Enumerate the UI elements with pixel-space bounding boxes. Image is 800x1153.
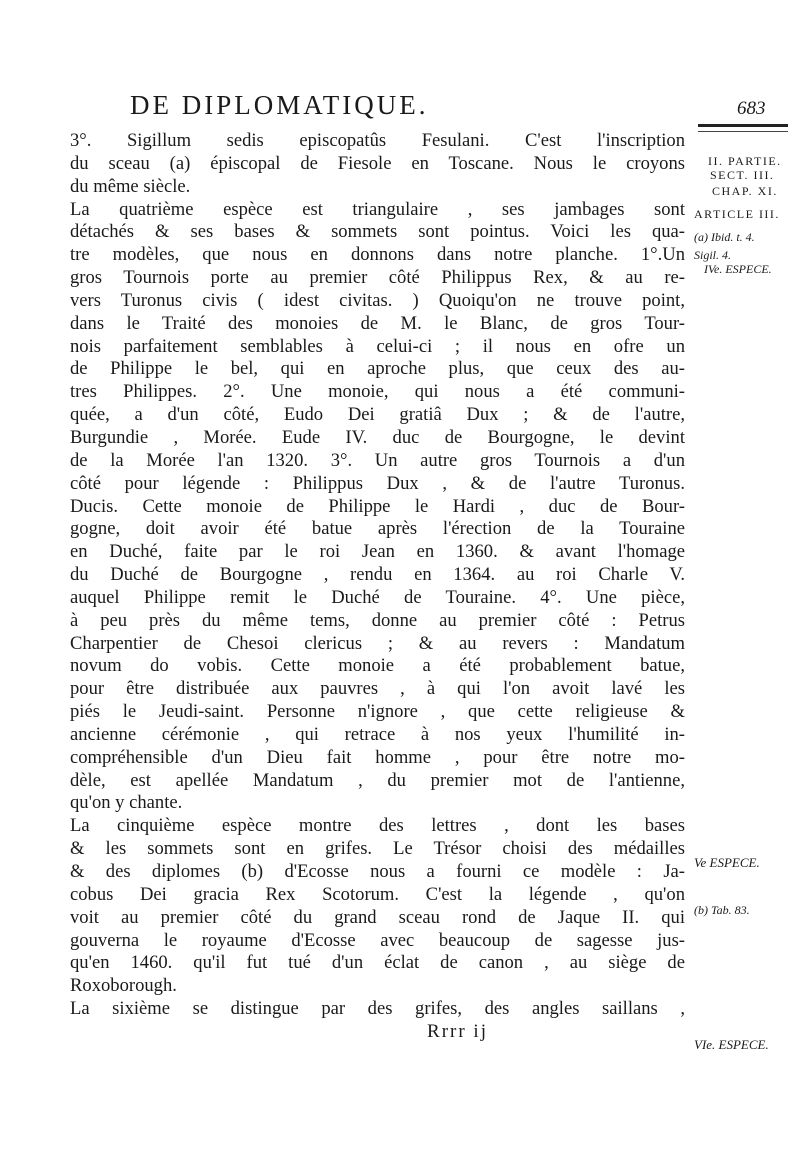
margin-article: ARTICLE III. xyxy=(694,207,780,221)
text-line: 3°. Sigillum sedis episcopatûs Fesulani. C'est l'inscription xyxy=(70,130,685,151)
text-line: dans le Traité des monoies de M. le Blanc, de gros Tour- xyxy=(70,312,685,334)
margin-rule-thin xyxy=(698,131,788,132)
signature-mark: Rrrr ij xyxy=(427,1020,488,1042)
text-line: nois parfaitement semblables à celui-ci ; il nous en ofre un xyxy=(70,335,685,357)
margin-sigil: Sigil. 4. xyxy=(694,248,732,262)
text-line: voit au premier côté du grand sceau rond de Jaque II. qui xyxy=(70,906,685,928)
text-line: dèle, est apellée Mandatum , du premier mot de l'antienne, xyxy=(70,769,685,791)
text-line: gros Tournois porte au premier côté Philippus Rex, & au re- xyxy=(70,267,685,289)
text-line: novum do vobis. Cette monoie a été probablement batue, xyxy=(70,655,685,677)
running-title: DE DIPLOMATIQUE. xyxy=(130,90,429,120)
text-line: Burgundie , Morée. Eude IV. duc de Bourgogne, le devint xyxy=(70,426,685,448)
margin-espece-iv: IVe. ESPECE. xyxy=(704,262,772,276)
margin-sect: SECT. III. xyxy=(710,168,775,182)
margin-espece-v: Ve ESPECE. xyxy=(694,855,760,870)
page-header xyxy=(0,90,800,130)
text-line: du Duché de Bourgogne , rendu en 1364. au roi Charle V. xyxy=(70,564,685,586)
margin-partie: II. PARTIE. xyxy=(708,154,782,168)
text-line: qu'en 1460. qu'il fut tué d'un éclat de canon , au siège de xyxy=(70,952,685,974)
text-line: tres Philippes. 2°. Une monoie, qui nous a été communi- xyxy=(70,381,685,403)
page-number: 683 xyxy=(737,98,766,119)
text-line: ancienne cérémonie , qui retrace à nos yeux l'humilité in- xyxy=(70,723,685,745)
margin-espece-vi: VIe. ESPECE. xyxy=(694,1037,769,1052)
text-line: Roxoborough. xyxy=(70,975,177,997)
text-line: pour être distribuée aux pauvres , à qui l'on avoit lavé les xyxy=(70,678,685,700)
text-line: piés le Jeudi-saint. Personne n'ignore , que cette religieuse & xyxy=(70,701,685,723)
text-line: & les sommets sont en grifes. Le Trésor choisi des médailles xyxy=(70,838,685,860)
text-line: vers Turonus civis ( idest civitas. ) Quoiqu'on ne trouve point, xyxy=(70,289,685,311)
text-line: compréhensible d'un Dieu fait homme , pour être notre mo- xyxy=(70,746,685,768)
text-line: & des diplomes (b) d'Ecosse nous a fourni ce modèle : Ja- xyxy=(70,861,685,882)
margin-ref-b: (b) Tab. 83. xyxy=(694,903,750,917)
paragraph-1 xyxy=(50,130,685,199)
paragraph-4 xyxy=(50,998,685,1021)
text-line: en Duché, faite par le roi Jean en 1360. & avant l'homage xyxy=(70,541,685,563)
text-line: côté pour légende : Philippus Dux , & de l'autre Turonus. xyxy=(70,472,685,494)
body-text xyxy=(50,130,685,1044)
text-line: La quatrième espèce est triangulaire , ses jambages sont xyxy=(70,198,685,220)
text-line: gouverna le royaume d'Ecosse avec beaucoup de sagesse jus- xyxy=(70,929,685,951)
text-line: auquel Philippe remit le Duché de Touraine. 4°. Une pièce, xyxy=(70,586,685,608)
margin-chap: CHAP. XI. xyxy=(712,184,778,198)
text-line: quée, a d'un côté, Eudo Dei gratiâ Dux ; & de l'autre, xyxy=(70,404,685,426)
text-line: Ducis. Cette monoie de Philippe le Hardi , duc de Bour- xyxy=(70,495,685,517)
text-line: du sceau (a) épiscopal de Fiesole en Toscane. Nous le croyons xyxy=(70,152,685,174)
text-line: La cinquième espèce montre des lettres , dont les bases xyxy=(70,815,685,837)
margin-ref-a: (a) Ibid. t. 4. xyxy=(694,230,755,244)
text-line: cobus Dei gracia Rex Scotorum. C'est la légende , qu'on xyxy=(70,883,685,905)
text-line: La sixième se distingue par des grifes, des angles saillans , xyxy=(70,998,685,1020)
text-line: du même siècle. xyxy=(70,175,191,197)
text-line: qu'on y chante. xyxy=(70,792,183,814)
text-line: de Philippe le bel, qui en aproche plus, que ceux des au- xyxy=(70,358,685,380)
text-line: tre modèles, que nous en donnons dans notre planche. 1°.Un xyxy=(70,244,685,266)
text-line: détachés & ses bases & sommets sont pointus. Voici les qua- xyxy=(70,221,685,243)
text-line: Charpentier de Chesoi clericus ; & au revers : Mandatum xyxy=(70,632,685,654)
text-line: gogne, doit avoir été batue après l'érection de la Touraine xyxy=(70,518,685,540)
paragraph-2 xyxy=(50,199,685,816)
text-line: à peu près du même tems, donne au premier côté : Petrus xyxy=(70,609,685,631)
text-line: de la Morée l'an 1320. 3°. Un autre gros Tournois a d'un xyxy=(70,449,685,471)
paragraph-3 xyxy=(50,815,685,998)
margin-rule xyxy=(698,124,788,127)
